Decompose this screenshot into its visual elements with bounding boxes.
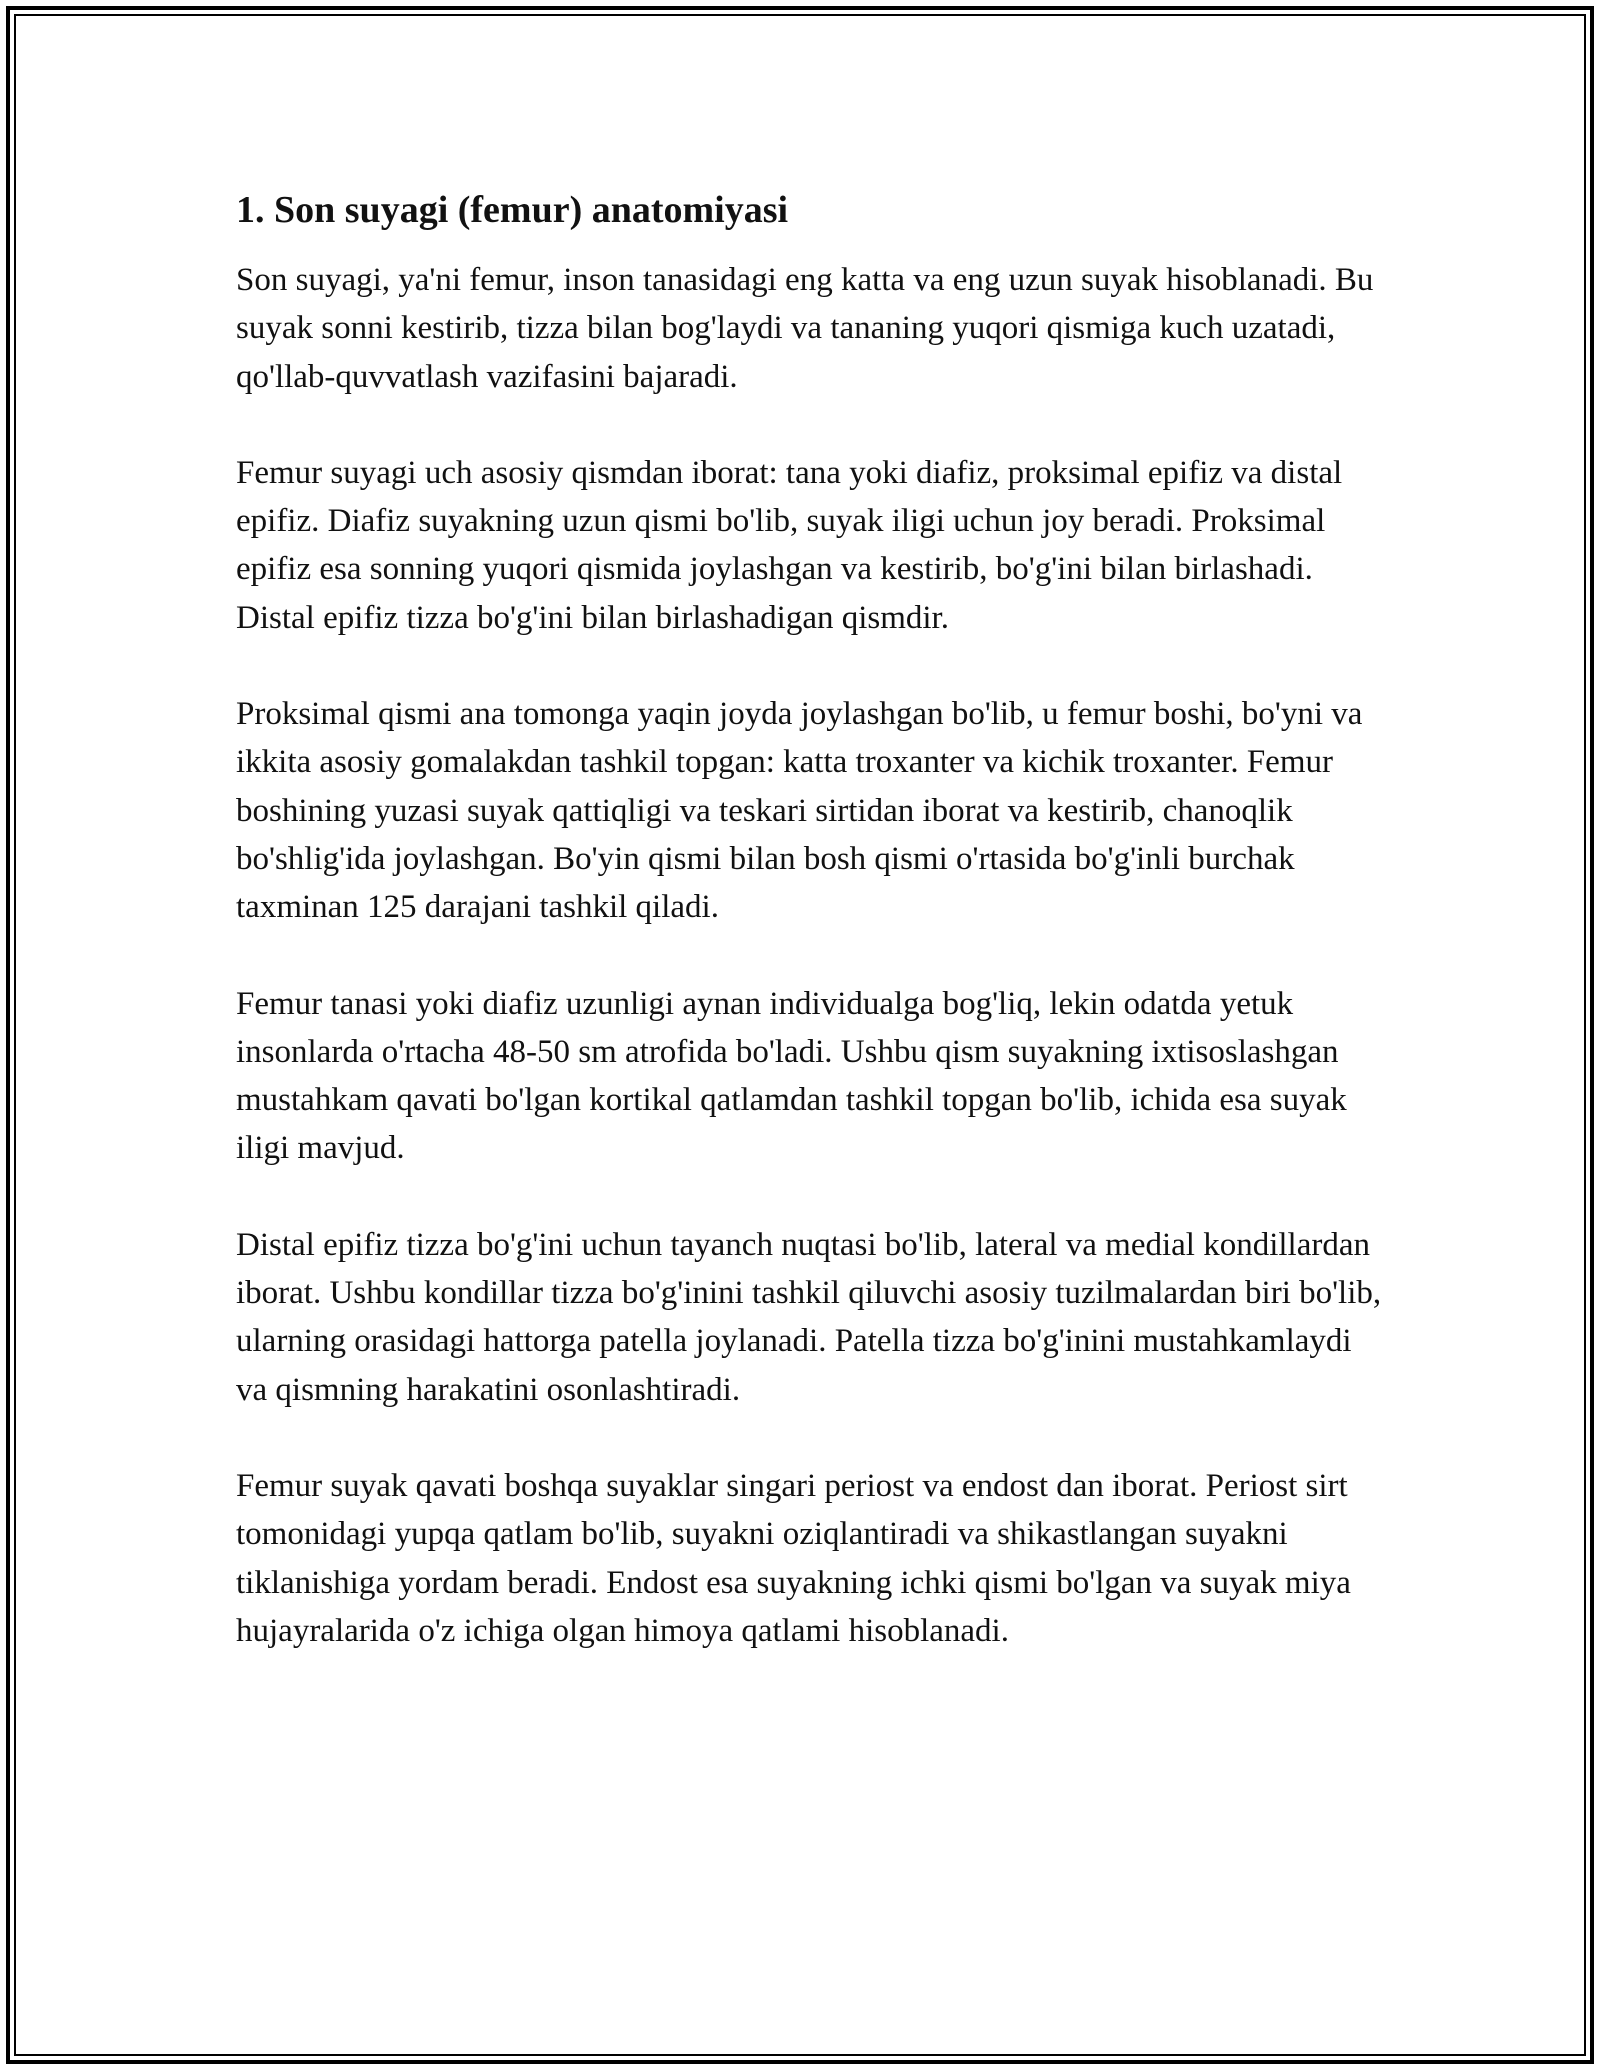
paragraph-layers: Femur suyak qavati boshqa suyaklar singari periost va endost dan iborat. Periost sirt tomonidagi yupqa qatlam bo'lib, suyakni oziqlantiradi va shikastlangan suyakni tiklanishiga yordam beradi. Endost esa suyakning ichki qismi bo'lgan va suyak miya hujayralarida o'z ichiga olgan himoya qatlami hisoblanadi.: [236, 1467, 1351, 1649]
paragraph-distal: Distal epifiz tizza bo'g'ini uchun tayanch nuqtasi bo'lib, lateral va medial kondillardan iborat. Ushbu kondillar tizza bo'g'inini tashkil qiluvchi asosiy tuzilmalardan biri bo'lib, ularning orasidagi hattorga patella joylanadi. Patella tizza bo'g'inini mustahkamlaydi va qismning harakatini osonlashtiradi.: [236, 1226, 1382, 1408]
paragraph-structure: Femur suyagi uch asosiy qismdan iborat: tana yoki diafiz, proksimal epifiz va distal epifiz. Diafiz suyakning uzun qismi bo'lib, suyak iligi uchun joy beradi. Proksimal epifiz esa sonning yuqori qismida joylashgan va kestirib, bo'g'ini bilan birlashadi. Distal epifiz tizza bo'g'ini bilan birlashadigan qismdir.: [236, 454, 1343, 636]
paragraph-proximal: Proksimal qismi ana tomonga yaqin joyda joylashgan bo'lib, u femur boshi, bo'yni va ikkita asosiy gomalakdan tashkil topgan: katta troxanter va kichik troxanter. Femur boshining yuzasi suyak qattiqligi va teskari sirtidan iborat va kestirib, chanoqlik bo'shlig'ida joylashgan. Bo'yin qismi bilan bosh qismi o'rtasida bo'g'inli burchak taxminan 125 darajani tashkil qiladi.: [236, 696, 1363, 926]
section-title: 1. Son suyagi (femur) anatomiyasi: [236, 189, 789, 231]
paragraph-diaphysis: Femur tanasi yoki diafiz uzunligi aynan individualga bog'liq, lekin odatda yetuk insonlarda o'rtacha 48-50 sm atrofida bo'ladi. Ushbu qism suyakning ixtisoslashgan mustahkam qavati bo'lgan kortikal qatlamdan tashkil topgan bo'lib, ichida esa suyak iligi mavjud.: [236, 985, 1347, 1167]
document-body: [236, 186, 1386, 1655]
paragraph-intro: Son suyagi, ya'ni femur, inson tanasidagi eng katta va eng uzun suyak hisoblanadi. Bu suyak sonni kestirib, tizza bilan bog'laydi va tananing yuqori qismiga kuch uzatadi, qo'llab-quvvatlash vazifasini bajaradi.: [236, 262, 1374, 395]
